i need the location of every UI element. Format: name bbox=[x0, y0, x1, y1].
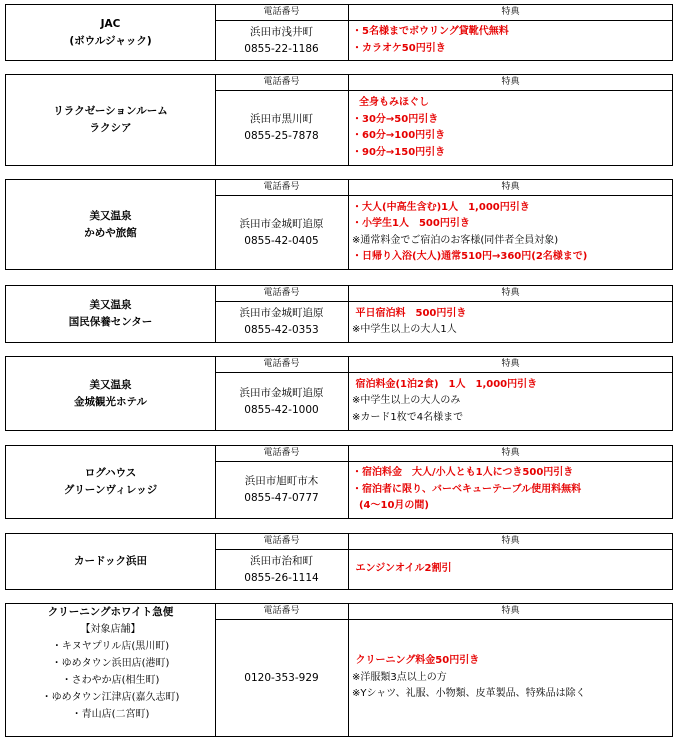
shop-name: リラクゼーションルーム bbox=[53, 105, 168, 117]
benefit-line: エンジンオイル2割引 bbox=[352, 563, 452, 575]
address: 浜田市治和町 bbox=[250, 554, 313, 567]
shop-name: ラクシア bbox=[89, 122, 132, 134]
benefit-table bbox=[5, 445, 673, 519]
contact-cell bbox=[215, 302, 349, 342]
phone-number: 0855-42-1000 bbox=[244, 403, 319, 416]
benefit-line: ※カード1枚で4名様まで bbox=[352, 411, 464, 423]
table-header bbox=[215, 534, 672, 550]
table-header bbox=[215, 286, 672, 302]
benefit-line: ・日帰り入浴(大人)通常510円→360円(2名様まで) bbox=[352, 251, 588, 262]
contact-cell bbox=[215, 196, 349, 269]
benefit-cell bbox=[349, 196, 672, 269]
shop-name: 美又温泉 bbox=[89, 378, 132, 391]
benefit-line: ・5名様までボウリング貸靴代無料 bbox=[352, 26, 509, 37]
benefit-header: 特典 bbox=[501, 606, 520, 616]
benefit-header: 特典 bbox=[501, 77, 520, 87]
shop-name-cell bbox=[6, 534, 216, 589]
phone-number: 0855-22-1186 bbox=[244, 42, 319, 55]
benefit-line: ※洋服類3点以上の方 bbox=[352, 671, 447, 683]
benefit-line: ・宿泊料金 大人/小人とも1人につき500円引き bbox=[352, 467, 574, 479]
benefit-line: 平日宿泊料 500円引き bbox=[352, 307, 467, 319]
store-item: ・ゆめタウン浜田店(港町) bbox=[51, 658, 170, 669]
table-body bbox=[215, 550, 672, 589]
benefit-table bbox=[5, 4, 673, 61]
stores-label: 【対象店舗】 bbox=[80, 624, 141, 635]
address: 浜田市金城町追原 bbox=[239, 386, 324, 399]
shop-name: グリーンヴィレッジ bbox=[63, 484, 158, 496]
table-header bbox=[215, 357, 672, 373]
benefit-line: ・カラオケ50円引き bbox=[352, 42, 446, 54]
shop-name: 金城観光ホテル bbox=[74, 395, 147, 408]
store-item: ・さわやか店(相生町) bbox=[61, 675, 160, 686]
benefit-line: ※通常料金でご宿泊のお客様(同伴者全員対象) bbox=[352, 234, 559, 246]
store-item: ・キヌヤプリル店(黒川町) bbox=[51, 641, 170, 652]
phone-header: 電話番号 bbox=[215, 534, 349, 549]
benefit-line: ※中学生以上の大人1人 bbox=[352, 324, 457, 335]
shop-name: クリーニングホワイト急便 bbox=[47, 606, 174, 618]
address: 浜田市浅井町 bbox=[250, 25, 313, 38]
table-body bbox=[215, 462, 672, 518]
benefit-header: 特典 bbox=[501, 536, 520, 546]
contact-cell bbox=[215, 91, 349, 165]
benefit-line: ・30分→50円引き bbox=[352, 113, 439, 125]
shop-name: 美又温泉 bbox=[89, 299, 132, 311]
benefit-line: ・90分→150円引き bbox=[352, 146, 446, 158]
shop-name-cell bbox=[6, 75, 216, 165]
phone-number: 0120-353-929 bbox=[244, 671, 319, 684]
shop-name: 国民保養センター bbox=[68, 316, 153, 328]
shop-name-cell bbox=[6, 286, 216, 342]
contact-cell bbox=[215, 373, 349, 430]
phone-number: 0855-42-0353 bbox=[244, 324, 319, 336]
phone-header: 電話番号 bbox=[215, 180, 349, 195]
phone-header: 電話番号 bbox=[215, 446, 349, 461]
contact-cell bbox=[215, 462, 349, 518]
benefit-line: ・大人(中高生含む)1人 1,000円引き bbox=[352, 201, 530, 213]
store-item: ・ゆめタウン江津店(嘉久志町) bbox=[41, 692, 180, 703]
benefit-cell bbox=[349, 373, 672, 430]
phone-header: 電話番号 bbox=[215, 75, 349, 90]
table-body bbox=[215, 620, 672, 736]
phone-number: 0855-42-0405 bbox=[244, 234, 319, 247]
shop-name: ログハウス bbox=[84, 467, 137, 479]
shop-name-cell bbox=[6, 604, 216, 736]
benefit-line: (4～10月の間) bbox=[352, 500, 429, 512]
benefit-cell bbox=[349, 302, 672, 342]
benefit-line: ・宿泊者に限り、バーベキューテーブル使用料無料 bbox=[352, 483, 582, 495]
store-item: ・青山店(二宮町) bbox=[71, 709, 150, 720]
contact-cell bbox=[215, 550, 349, 589]
table-body bbox=[215, 302, 672, 342]
shop-name: カードック浜田 bbox=[73, 555, 148, 567]
shop-name: (ボウルジャック) bbox=[69, 34, 152, 47]
phone-header: 電話番号 bbox=[215, 5, 349, 20]
benefit-line: 宿泊料金(1泊2食) 1人 1,000円引き bbox=[352, 378, 538, 390]
shop-name: 美又温泉 bbox=[89, 209, 132, 222]
table-header bbox=[215, 604, 672, 620]
benefit-header: 特典 bbox=[501, 7, 520, 17]
table-body bbox=[215, 196, 672, 269]
shop-name-cell bbox=[6, 446, 216, 518]
shop-name: JAC bbox=[100, 17, 121, 30]
phone-number: 0855-47-0777 bbox=[244, 492, 319, 504]
benefit-table bbox=[5, 603, 673, 737]
table-header bbox=[215, 180, 672, 196]
benefit-cell bbox=[349, 91, 672, 165]
contact-cell bbox=[215, 21, 349, 60]
address: 浜田市金城町追原 bbox=[239, 307, 324, 319]
benefit-header: 特典 bbox=[501, 288, 520, 298]
phone-header: 電話番号 bbox=[215, 357, 349, 372]
benefit-header: 特典 bbox=[501, 448, 520, 458]
table-header bbox=[215, 5, 672, 21]
shop-name-cell bbox=[6, 5, 216, 60]
shop-name-cell bbox=[6, 357, 216, 430]
benefit-cell bbox=[349, 21, 672, 60]
benefit-cell bbox=[349, 620, 672, 736]
address: 浜田市金城町追原 bbox=[239, 217, 324, 230]
table-body bbox=[215, 373, 672, 430]
benefit-line: ※Yシャツ、礼服、小物類、皮革製品、特殊品は除く bbox=[352, 688, 586, 700]
benefit-line: ・小学生1人 500円引き bbox=[352, 218, 470, 229]
benefit-table bbox=[5, 179, 673, 270]
benefit-header: 特典 bbox=[501, 359, 520, 369]
benefit-table bbox=[5, 356, 673, 431]
contact-cell bbox=[215, 620, 349, 736]
table-body bbox=[215, 21, 672, 60]
address: 浜田市旭町市木 bbox=[244, 475, 319, 487]
table-header bbox=[215, 75, 672, 91]
shop-name-cell bbox=[6, 180, 216, 269]
benefit-header: 特典 bbox=[501, 182, 520, 192]
table-body bbox=[215, 91, 672, 165]
benefit-table bbox=[5, 533, 673, 590]
phone-number: 0855-26-1114 bbox=[244, 571, 319, 584]
shop-name: かめや旅館 bbox=[84, 226, 137, 239]
benefit-line: ※中学生以上の大人のみ bbox=[352, 395, 461, 407]
address: 浜田市黒川町 bbox=[250, 113, 313, 125]
phone-header: 電話番号 bbox=[215, 286, 349, 301]
benefit-table bbox=[5, 285, 673, 343]
benefit-line: クリーニング料金50円引き bbox=[352, 655, 480, 667]
phone-header: 電話番号 bbox=[215, 604, 349, 619]
phone-number: 0855-25-7878 bbox=[244, 130, 319, 142]
benefit-cell bbox=[349, 462, 672, 518]
benefit-cell bbox=[349, 550, 672, 589]
benefit-line: 全身もみほぐし bbox=[352, 97, 429, 108]
table-header bbox=[215, 446, 672, 462]
benefit-table bbox=[5, 74, 673, 166]
benefit-line: ・60分→100円引き bbox=[352, 130, 446, 141]
